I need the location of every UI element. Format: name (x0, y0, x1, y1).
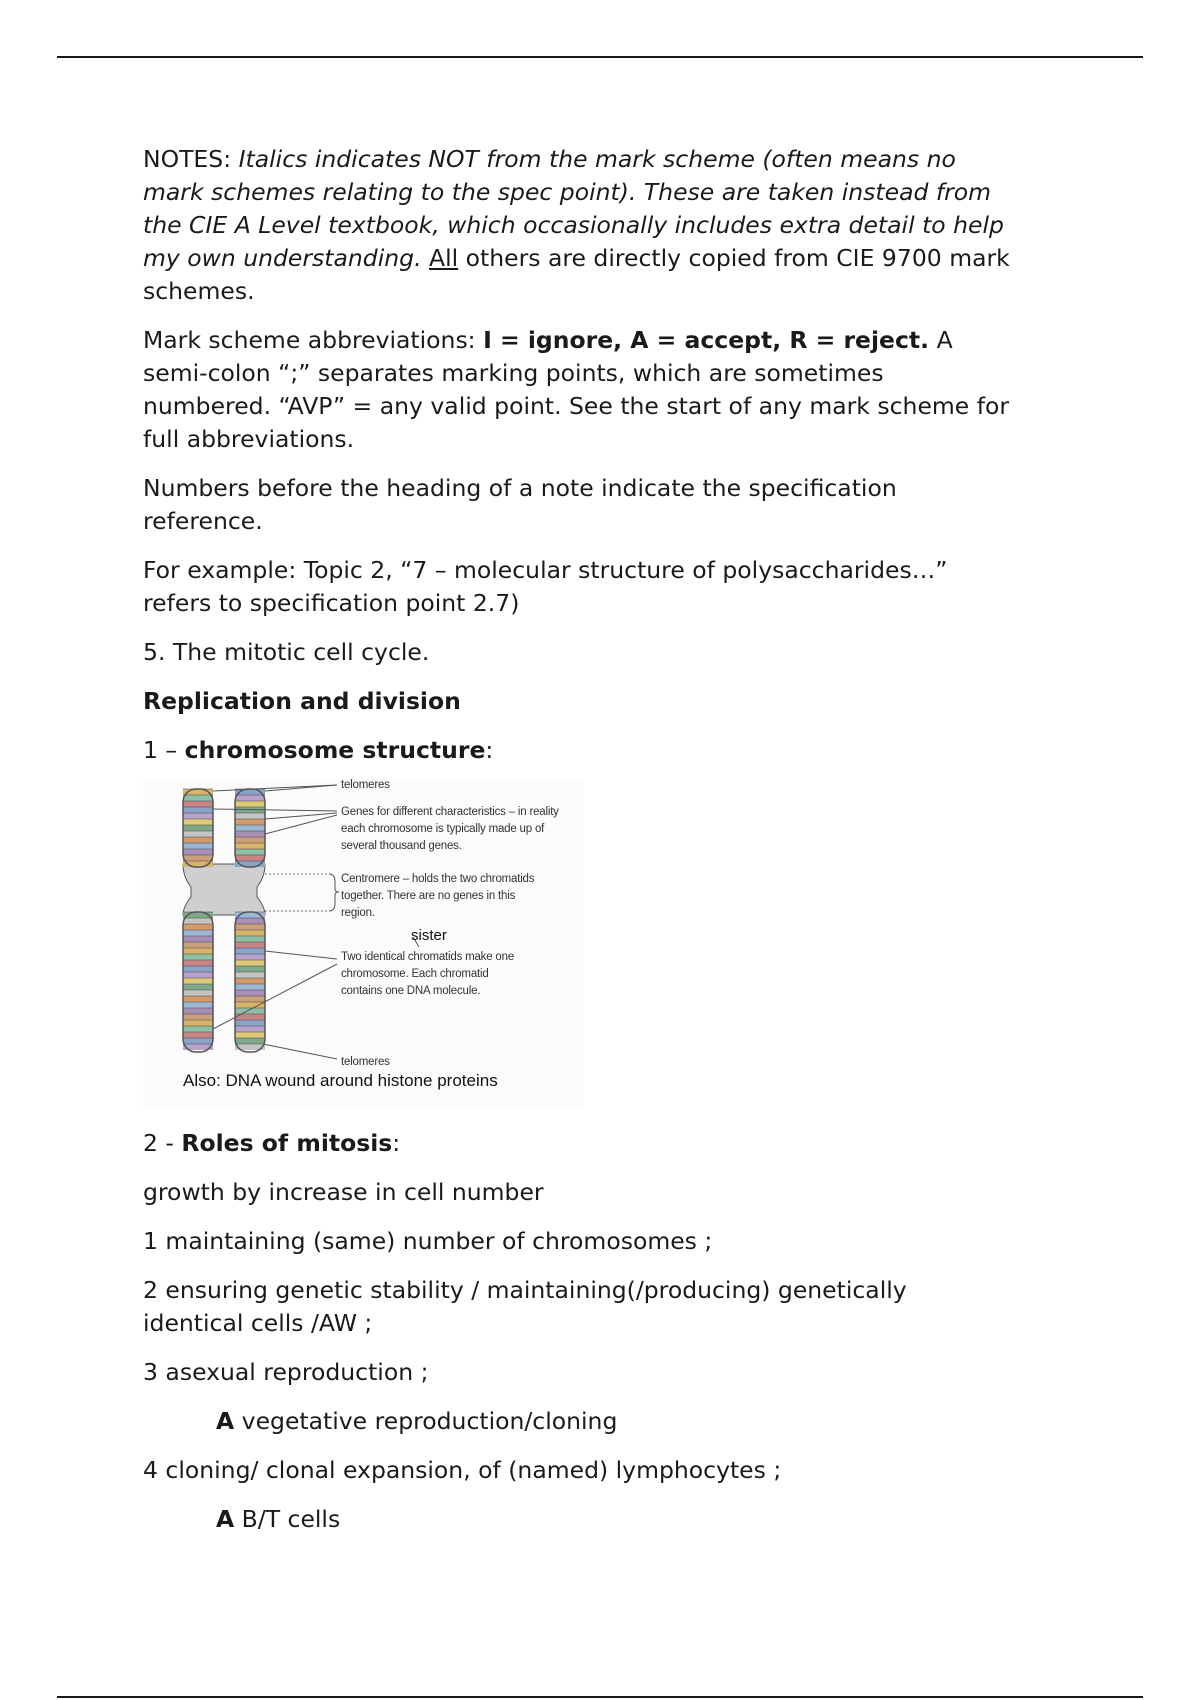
point-2-prefix: 2 - (143, 1129, 182, 1157)
chromosome-band (235, 855, 265, 861)
label-genes: Genes for different characteristics – in reality each chromosome is typically made up of several thousand genes. (341, 806, 559, 852)
chromosome-band (235, 1038, 265, 1044)
chromosome-band (183, 966, 213, 972)
chromosome-band (183, 795, 213, 801)
chromosome-band (235, 801, 265, 807)
chromosome-band (235, 936, 265, 942)
document-body (143, 143, 1013, 1552)
point-2-heading (143, 1127, 1013, 1160)
accept-label-1: A (216, 1407, 235, 1435)
role-growth: growth by increase in cell number (143, 1178, 544, 1206)
centromere-brace (329, 874, 339, 911)
point-2-suffix: : (392, 1129, 401, 1157)
chromosome-band (183, 831, 213, 837)
abbreviations-paragraph (143, 324, 1013, 456)
chromosome-diagram (143, 779, 583, 1109)
notes-lead: NOTES: (143, 145, 239, 173)
chromosome-band (235, 984, 265, 990)
label-centromere: Centromere – holds the two chromatids together. There are no genes in this region. (341, 873, 535, 919)
chromosome-band (183, 990, 213, 996)
figure-caption: Also: DNA wound around histone proteins (183, 1071, 498, 1090)
accept-label-2: A (216, 1505, 235, 1533)
chromosome-band (183, 1008, 213, 1014)
chromosome-band (183, 1002, 213, 1008)
accept-text-1: vegetative reproduction/cloning (234, 1407, 618, 1435)
numbers-note: Numbers before the heading of a note indicate the specification reference. (143, 474, 897, 535)
chromosome-band (183, 978, 213, 984)
chromosome-band (235, 843, 265, 849)
chromosome-band (183, 819, 213, 825)
abbrev-bold: I = ignore, A = accept, R = reject. (483, 326, 930, 354)
chromosome-band (183, 984, 213, 990)
chromosome-band (235, 825, 265, 831)
point-1-suffix: : (485, 736, 494, 764)
chromosome-band (235, 1002, 265, 1008)
chromosome-band (235, 978, 265, 984)
chromosome-band (235, 837, 265, 843)
chromosome-band (183, 948, 213, 954)
chromosome-band (235, 960, 265, 966)
chromosome-band (235, 1026, 265, 1032)
chromosome-band (235, 1020, 265, 1026)
chromosome-band (235, 813, 265, 819)
chromosome-band (235, 966, 265, 972)
label-chromatids: Two identical chromatids make one chromosome. Each chromatid contains one DNA molecule. (341, 951, 515, 997)
chromosome-band (183, 1026, 213, 1032)
accept-note-2 (143, 1503, 1013, 1536)
chromosome-band (183, 849, 213, 855)
pointer-chromatid-1 (265, 951, 337, 959)
abbrev-rest: A semi-colon “;” separates marking points, which are sometimes numbered. “AVP” = any valid point. See the start of any mark scheme for full abbreviations. (143, 326, 1010, 453)
chromosome-band (235, 849, 265, 855)
chromosome-band (183, 960, 213, 966)
chromosome-band (235, 1032, 265, 1038)
chromosome-band (183, 918, 213, 924)
pointer-genes-1 (213, 809, 337, 811)
chromosome-band (183, 1032, 213, 1038)
point-1-heading (143, 734, 1013, 767)
notes-rest: others are directly copied from CIE 9700 mark schemes. (143, 244, 1010, 305)
point-2-title: Roles of mitosis (181, 1129, 393, 1157)
point-1-title: chromosome structure (184, 736, 486, 764)
chromosome-band (235, 819, 265, 825)
chromosome-band (235, 1008, 265, 1014)
topic-title: 5. The mitotic cell cycle. (143, 638, 430, 666)
role-4: 4 cloning/ clonal expansion, of (named) lymphocytes ; (143, 1456, 782, 1484)
chromosome-band (183, 801, 213, 807)
chromosome-band (235, 795, 265, 801)
chromosome-band (183, 954, 213, 960)
chromosome-band (183, 924, 213, 930)
pointer-chromatid-2 (213, 964, 337, 1029)
chromosome-band (235, 831, 265, 837)
chromosome-band (183, 1014, 213, 1020)
accept-text-2: B/T cells (234, 1505, 341, 1533)
role-2: 2 ensuring genetic stability / maintaining(/producing) genetically identical cells /AW ; (143, 1276, 907, 1337)
chromosome-band (183, 996, 213, 1002)
chromosome-band (235, 948, 265, 954)
accept-note-1 (143, 1405, 1013, 1438)
chromosome-band (183, 1038, 213, 1044)
role-3: 3 asexual reproduction ; (143, 1358, 429, 1386)
pointer-telomeres-bottom (263, 1044, 337, 1059)
label-sister: sister (411, 927, 447, 944)
role-1: 1 maintaining (same) number of chromosomes ; (143, 1227, 713, 1255)
chromosome-band (183, 972, 213, 978)
notes-all-underlined: All (429, 244, 459, 272)
notes-paragraph (143, 143, 1013, 308)
section-heading (143, 685, 1013, 718)
footer-rule (57, 1696, 1143, 1698)
notes-italic: Italics indicates NOT from the mark scheme (often means no mark schemes relating to the spec point). These are taken instead from the CIE A Level textbook, which occasionally includes extra detail to help my own understanding. (143, 145, 1004, 272)
point-1-prefix: 1 – (143, 736, 185, 764)
abbrev-lead: Mark scheme abbreviations: (143, 326, 484, 354)
chromosome-band (235, 972, 265, 978)
label-telomeres-bottom: telomeres (341, 1056, 390, 1068)
chromosome-band (183, 843, 213, 849)
chromosome-band (183, 1020, 213, 1026)
label-telomeres-top: telomeres (341, 779, 390, 791)
chromosome-band (183, 855, 213, 861)
chromosome-band (235, 954, 265, 960)
chromosome-band (235, 996, 265, 1002)
header-rule (57, 56, 1143, 58)
chromosome-band (183, 942, 213, 948)
chromosome-band (235, 930, 265, 936)
chromosome-band (235, 990, 265, 996)
section-heading-text: Replication and division (143, 687, 461, 715)
chromosome-band (183, 930, 213, 936)
chromosome-band (235, 918, 265, 924)
chromosome-band (235, 942, 265, 948)
chromosome-band (235, 924, 265, 930)
chromosome-band (183, 837, 213, 843)
chromosome-band (183, 807, 213, 813)
chromosome-band (183, 813, 213, 819)
example-note: For example: Topic 2, “7 – molecular structure of polysaccharides…” refers to specification point 2.7) (143, 556, 948, 617)
centromere-shape (183, 864, 265, 915)
chromosome-band (183, 936, 213, 942)
chromosome-band (183, 825, 213, 831)
